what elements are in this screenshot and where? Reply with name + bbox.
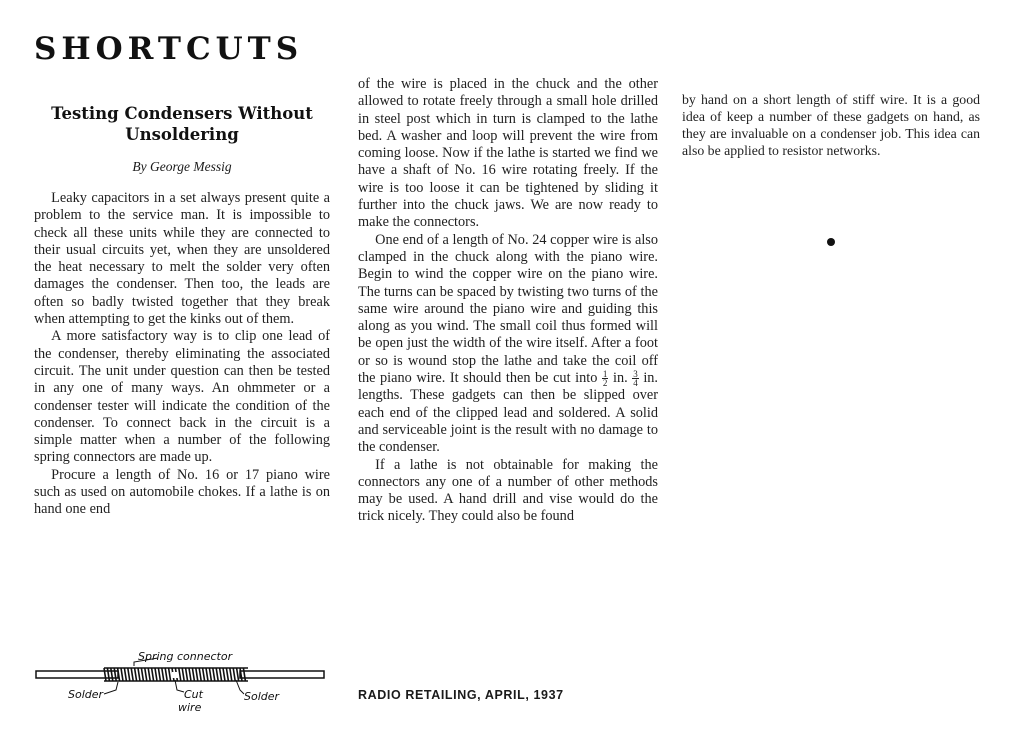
fraction-half [602, 370, 609, 387]
leader-solder-right [236, 680, 244, 694]
coil-turn [128, 668, 130, 681]
coil-turn [179, 668, 181, 681]
diagram-drawing [34, 646, 334, 718]
coil-turn [203, 668, 205, 681]
fraction-denominator: 4 [633, 378, 638, 389]
text-run: One end of a length of No. 24 copper wire is also clamped in the chuck along with the piano wire. Begin to wind the copper wire on the piano wire. The turns can be spaced by twisting two turns of the same wire around the piano wire and guiding this along as you wind. The small coil thus formed will be open just the width of the wire itself. After a foot or so is wound stop the lathe and take the coil off the piano wire. It should then be cut into [358, 231, 658, 387]
cut-gap [172, 672, 178, 678]
label-cut: Cut [184, 688, 203, 701]
label-spring-connector: Spring connector [138, 650, 233, 663]
coil-turn [169, 668, 171, 681]
byline: By George Messig [132, 159, 232, 174]
coil-turn [158, 668, 160, 681]
coil-turn [124, 668, 126, 681]
coil-turn [155, 668, 157, 681]
column-1 [34, 190, 330, 519]
coil-turn [135, 668, 137, 681]
coil-turn [141, 668, 143, 681]
paragraph: Procure a length of No. 16 or 17 piano wire such as used on automobile chokes. If a lathe is on hand one end [34, 466, 330, 518]
coil-turn [196, 668, 198, 681]
coil-turn [220, 668, 222, 681]
paragraph: by hand on a short length of stiff wire. It is a good idea of keep a number of these gadgets on hand, as they are invaluable on a condenser job. This idea can also be applied to resistor networks. [682, 92, 980, 159]
coil-turn [230, 668, 232, 681]
label-wire: wire [178, 701, 202, 714]
text-run: in. lengths. These gadgets can then be slipped over each end of the clipped lead and soldered. A solid and serviceable joint is the result with no damage to the condenser. [358, 370, 659, 456]
fraction-denominator: 2 [602, 378, 608, 389]
coil-turn [152, 668, 154, 681]
leader-solder-left [104, 682, 118, 694]
paragraph: of the wire is placed in the chuck and the other allowed to rotate freely through a small hole drilled in steel post which in turn is clamped to the lathe bed. A washer and loop will prevent the wire from coming loose. Now if the lathe is started we find we have a shaft of No. 16 wire rotating freely. If the wire is too loose it can be tightened by sliding it further into the chuck jaws. We are now ready to make the connectors. [358, 76, 658, 231]
coil-turn [237, 668, 239, 681]
coil-turn [104, 668, 106, 681]
coil-turn [165, 668, 167, 681]
coil-turn [182, 668, 184, 681]
coil-turn [223, 668, 225, 681]
coil-turn [206, 668, 208, 681]
coil-turn [138, 668, 140, 681]
coil-turn [148, 668, 150, 681]
coil-turn [121, 668, 123, 681]
section-title: SHORTCUTS [34, 31, 304, 67]
coil-turn [209, 668, 211, 681]
paragraph: If a lathe is not obtainable for making the connectors any one of a number of other methods may be used. A hand drill and vise would do the trick nicely. They could also be found [358, 456, 658, 525]
paragraph-with-fractions [358, 232, 658, 457]
fraction-numerator: 1 [602, 369, 608, 380]
text-run: in. [612, 370, 628, 387]
coil-turn [145, 668, 147, 681]
coil-turn [131, 668, 133, 681]
page-footer: RADIO RETAILING, APRIL, 1937 [358, 688, 564, 702]
coil-turn [189, 668, 191, 681]
column-3 [682, 91, 980, 159]
coil-turn [233, 668, 235, 681]
coil-turn [243, 668, 245, 681]
coil-turn [199, 668, 201, 681]
paragraph: Leaky capacitors in a set always present quite a problem to the service man. It is impossible to check all these units while they are connected to their usual circuits yet, when they are unsoldered the heat necessary to melt the solder very often damages the condenser. Then too, the leads are often so badly twisted together that they break when attempting to get the kinks out of them. [34, 190, 330, 328]
coil-turn [114, 668, 116, 681]
coil-turn [216, 668, 218, 681]
coil-turn [107, 668, 109, 681]
paragraph: A more satisfactory way is to clip one lead of the condenser, thereby eliminating the associated circuit. The unit under question can then be tested in any one of many ways. An ohmmeter or a condenser tester will indicate the condition of the condenser. To connect back in the circuit is a simple matter when a number of the following spring connectors are made up. [34, 328, 330, 466]
coil-turn [118, 668, 120, 681]
spring-connector-diagram [34, 646, 334, 718]
coil-turn [240, 668, 242, 681]
fraction-numerator: 3 [633, 369, 638, 380]
coil-turn [192, 668, 194, 681]
coil-turn [213, 668, 215, 681]
label-solder-right: Solder [244, 690, 280, 703]
coil-turn [111, 668, 113, 681]
coil-turn [162, 668, 164, 681]
fraction-three-quarters [632, 370, 639, 387]
label-solder-left: Solder [68, 688, 104, 701]
coil-turn [186, 668, 188, 681]
article-title: Testing Condensers Without Unsoldering [51, 104, 313, 144]
coil-turn [226, 668, 228, 681]
column-2 [358, 76, 658, 526]
right-lead-wire [240, 671, 324, 678]
end-bullet [827, 238, 835, 246]
